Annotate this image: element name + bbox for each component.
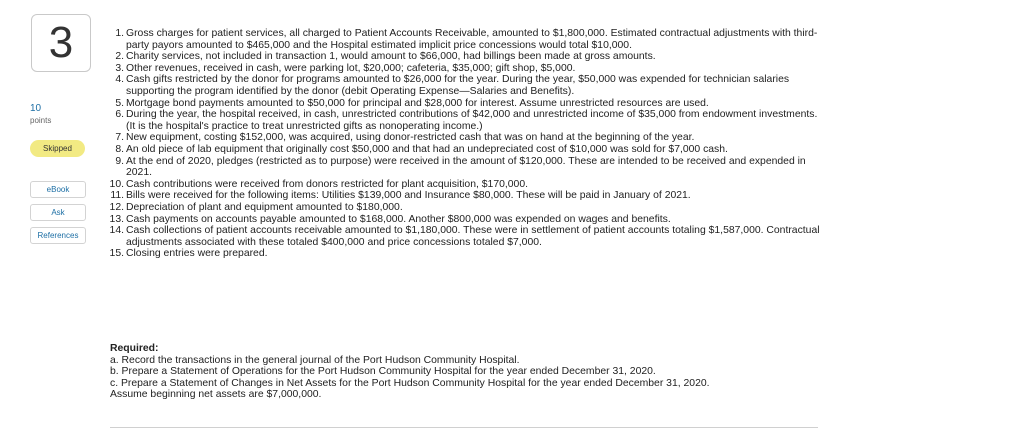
item-number: 6. — [115, 109, 124, 121]
list-item — [108, 156, 828, 179]
required-section — [110, 343, 830, 401]
list-item — [108, 144, 828, 156]
item-text: Cash gifts restricted by the donor for programs amounted to $26,000 for the year. During the year, $50,000 was expended for technician salaries supporting the program identified by the donor (debit Operating Expense—Salaries and Benefits). — [126, 74, 790, 97]
item-text: At the end of 2020, pledges (restricted as to purpose) were received in the amount of $120,000. These are intended to be received and expended in 2021. — [126, 155, 806, 179]
item-number: 12. — [109, 201, 124, 213]
question-sidebar — [0, 0, 95, 442]
list-item — [108, 28, 828, 51]
item-text: Cash collections of patient accounts receivable amounted to $1,180,000. These were in settlement of patient accounts totaling $1,587,000. Contractual adjustments associated with these totaled $400,000 and price concessions totaled $7,000. — [126, 225, 820, 248]
item-text: New equipment, costing $152,000, was acquired, using donor-restricted cash that was on hand at the beginning of the year. — [126, 132, 695, 144]
item-number: 5. — [115, 97, 124, 109]
item-number: 13. — [109, 213, 124, 225]
item-number: 1. — [115, 28, 124, 39]
list-item — [108, 74, 828, 97]
item-number: 4. — [115, 74, 124, 86]
required-heading: Required: — [110, 343, 159, 354]
item-number: 14. — [109, 225, 124, 237]
divider — [110, 427, 818, 428]
transaction-list — [108, 28, 828, 260]
required-item-a: a. Record the transactions in the general journal of the Port Hudson Community Hospital. — [110, 354, 520, 366]
points-value: 10 — [30, 103, 42, 114]
list-item — [108, 214, 828, 226]
item-number: 10. — [109, 178, 124, 190]
item-number: 2. — [115, 51, 124, 63]
item-text: Depreciation of plant and equipment amounted to $180,000. — [126, 201, 403, 213]
item-text: Other revenues, received in cash, were parking lot, $20,000; cafeteria, $35,000; gift shop, $5,000. — [126, 62, 576, 74]
item-text: Closing entries were prepared. — [126, 248, 268, 260]
question-body — [108, 28, 828, 260]
item-text: Charity services, not included in transaction 1, would amount to $66,000, had billings been made at gross amounts. — [126, 51, 656, 63]
item-text: Mortgage bond payments amounted to $50,000 for principal and $28,000 for interest. Assume unrestricted resources are used. — [126, 97, 709, 109]
ask-button[interactable]: Ask — [30, 204, 86, 221]
item-text: Cash payments on accounts payable amounted to $168,000. Another $800,000 was expended on wages and benefits. — [126, 213, 671, 225]
list-item — [108, 225, 828, 248]
item-number: 7. — [115, 132, 124, 144]
references-button[interactable]: References — [30, 227, 86, 244]
list-item — [108, 190, 828, 202]
required-item-b: b. Prepare a Statement of Operations for the Port Hudson Community Hospital for the year ended December 31, 2020. — [110, 366, 656, 378]
item-number: 15. — [109, 248, 124, 260]
required-note: Assume beginning net assets are $7,000,000. — [110, 389, 322, 401]
list-item — [108, 63, 828, 75]
list-item — [108, 202, 828, 214]
points-label: points — [30, 116, 52, 125]
item-text: Cash contributions were received from donors restricted for plant acquisition, $170,000. — [126, 178, 528, 190]
item-number: 9. — [115, 155, 124, 167]
list-item — [108, 179, 828, 191]
list-item — [108, 98, 828, 110]
item-number: 3. — [115, 62, 124, 74]
list-item — [108, 109, 828, 132]
item-text: Bills were received for the following items: Utilities $139,000 and Insurance $80,000. These will be paid in January of 2021. — [126, 190, 691, 202]
item-text: During the year, the hospital received, in cash, unrestricted contributions of $42,000 and unrestricted income of $35,000 from endowment investments. (It is the hospital's practice to treat unrestricted gifts as nonoperating income.) — [126, 109, 818, 132]
item-number: 8. — [115, 143, 124, 155]
list-item — [108, 132, 828, 144]
list-item — [108, 51, 828, 63]
item-text: Gross charges for patient services, all charged to Patient Accounts Receivable, amounted to $1,800,000. Estimated contractual adjustments with third-party payors amounted to $465,000 and the Hospital estimated implicit price concessions would total $10,000. — [126, 28, 818, 51]
ebook-button[interactable]: eBook — [30, 181, 86, 198]
question-number: 3 — [31, 14, 91, 72]
status-badge: Skipped — [30, 140, 85, 157]
item-number: 11. — [110, 190, 124, 202]
required-item-c: c. Prepare a Statement of Changes in Net Assets for the Port Hudson Community Hospital for the year ended December 31, 2020. — [110, 377, 710, 389]
item-text: An old piece of lab equipment that originally cost $50,000 and that had an undepreciated cost of $10,000 was sold for $7,000 cash. — [126, 143, 728, 155]
list-item — [108, 248, 828, 260]
